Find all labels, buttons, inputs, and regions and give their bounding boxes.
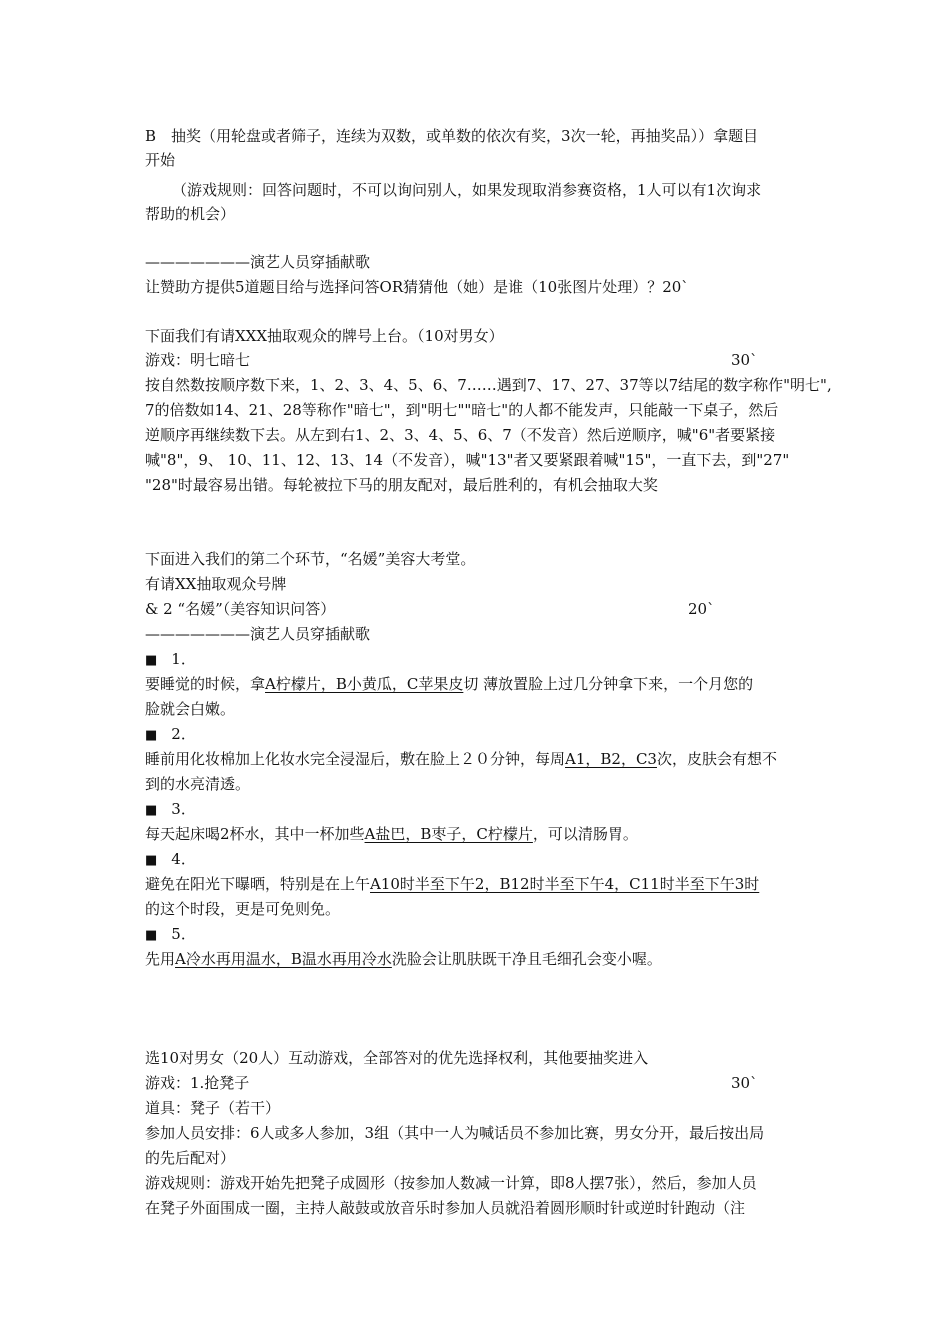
game-desc-line: "28"时最容易出错。每轮被拉下马的朋友配对，最后胜利的，有机会抽取大奖: [145, 476, 658, 494]
answer-options: A10时半至下午2，B12时半至下午4，C11时半至下午3时: [370, 875, 760, 893]
game-desc-line: 按自然数按顺序数下来，1、2、3、4、5、6、7……遇到7、17、27、37等以7结尾的数字称作"明七",: [145, 376, 832, 394]
question-text: 避免在阳光下曝晒，特别是在上午A10时半至下午2，B12时半至下午4，C11时半至下午3时: [145, 875, 760, 893]
answer-options: A盐巴，B枣子，C柠檬片: [364, 825, 533, 843]
answer-options: A柠檬片，B小黄瓜，C苹果皮: [265, 675, 464, 693]
bullet-square-icon: ■: [145, 928, 158, 943]
sponsor-line: 让赞助方提供5道题目给与选择问答OR猜猜他（她）是谁（10张图片处理）？20`: [145, 278, 689, 296]
section-intro: 选10对男女（20人）互动游戏，全部答对的优先选择权利，其他要抽奖进入: [145, 1049, 649, 1067]
lottery-line-cont: 开始: [145, 151, 176, 169]
section-intro: 下面进入我们的第二个环节，“名媛”美容大考堂。: [145, 550, 476, 568]
question-text: 先用A冷水再用温水，B温水再用冷水洗脸会让肌肤既干净且毛细孔会变小喔。: [145, 950, 662, 968]
game-rule-line-cont: 帮助的机会）: [145, 205, 236, 223]
participants-line: 参加人员安排：6人或多人参加，3组（其中一人为喊话员不参加比赛，男女分开，最后按出局: [145, 1124, 765, 1142]
bullet-square-icon: ■: [145, 803, 158, 818]
bullet-square-icon: ■: [145, 853, 158, 868]
game-rule-line: 游戏规则：游戏开始先把凳子成圆形（按参加人数减一计算，即8人摆7张），然后，参加人员: [145, 1174, 757, 1192]
singer-interlude: ———————演艺人员穿插献歌: [145, 625, 371, 643]
lottery-line: B 抽奖（用轮盘或者筛子，连续为双数，或单数的依次有奖，3次一轮，再抽奖品））拿题目: [145, 127, 759, 145]
participants-line-cont: 的先后配对）: [145, 1149, 236, 1167]
question-text-cont: 的这个时段，更是可免则免。: [145, 900, 341, 918]
quiz-time: 20`: [688, 600, 715, 618]
bullet-square-icon: ■: [145, 653, 158, 668]
question-number: ■ 4．: [145, 850, 196, 868]
game-time: 30`: [731, 1074, 758, 1092]
game-rule-line-cont: 在凳子外面围成一圈，主持人敲鼓或放音乐时参加人员就沿着圆形顺时针或逆时针跑动（注: [145, 1199, 746, 1217]
game-desc-line: 7的倍数如14、21、28等称作"暗七"，到"明七""暗七"的人都不能发声，只能敲一下桌子，然后: [145, 401, 779, 419]
game-title: 游戏：明七暗七: [145, 351, 251, 369]
section-intro: 下面我们有请XXX抽取观众的牌号上台。（10对男女）: [145, 327, 504, 345]
question-text-cont: 脸就会白嫩。: [145, 700, 236, 718]
bullet-square-icon: ■: [145, 728, 158, 743]
draw-line: 有请XX抽取观众号牌: [145, 575, 287, 593]
question-number: ■ 1．: [145, 650, 196, 668]
question-text: 每天起床喝2杯水，其中一杯加些A盐巴，B枣子，C柠檬片，可以清肠胃。: [145, 825, 638, 843]
game-title: 游戏：1.抢凳子: [145, 1074, 250, 1092]
game-desc-line: 逆顺序再继续数下去。从左到右1、2、3、4、5、6、7（不发音）然后逆顺序，喊"6"者要紧接: [145, 426, 776, 444]
game-time: 30`: [731, 351, 758, 369]
singer-interlude: ———————演艺人员穿插献歌: [145, 253, 371, 271]
game-rule-line: （游戏规则：回答问题时，不可以询问别人，如果发现取消参赛资格，1人可以有1次询求: [172, 181, 762, 199]
question-text: 睡前用化妆棉加上化妆水完全浸湿后，敷在脸上２０分钟，每周A1，B2，C3次，皮肤会有想不: [145, 750, 777, 768]
game-desc-line: 喊"8"，9、 10、11、12、13、14（不发音），喊"13"者又要紧跟着喊"15"，一直下去，到"27": [145, 451, 790, 469]
question-number: ■ 3．: [145, 800, 196, 818]
answer-options: A1，B2，C3: [565, 750, 657, 768]
question-number: ■ 5．: [145, 925, 196, 943]
answer-options: A冷水再用温水，B温水再用冷水: [175, 950, 392, 968]
quiz-title: & 2 “名媛”（美容知识问答）: [145, 600, 336, 618]
question-number: ■ 2．: [145, 725, 196, 743]
question-text-cont: 到的水亮清透。: [145, 775, 251, 793]
question-text: 要睡觉的时候，拿A柠檬片，B小黄瓜，C苹果皮切 薄放置脸上过几分钟拿下来，一个月您的: [145, 675, 754, 693]
props-line: 道具：凳子（若干）: [145, 1099, 281, 1117]
